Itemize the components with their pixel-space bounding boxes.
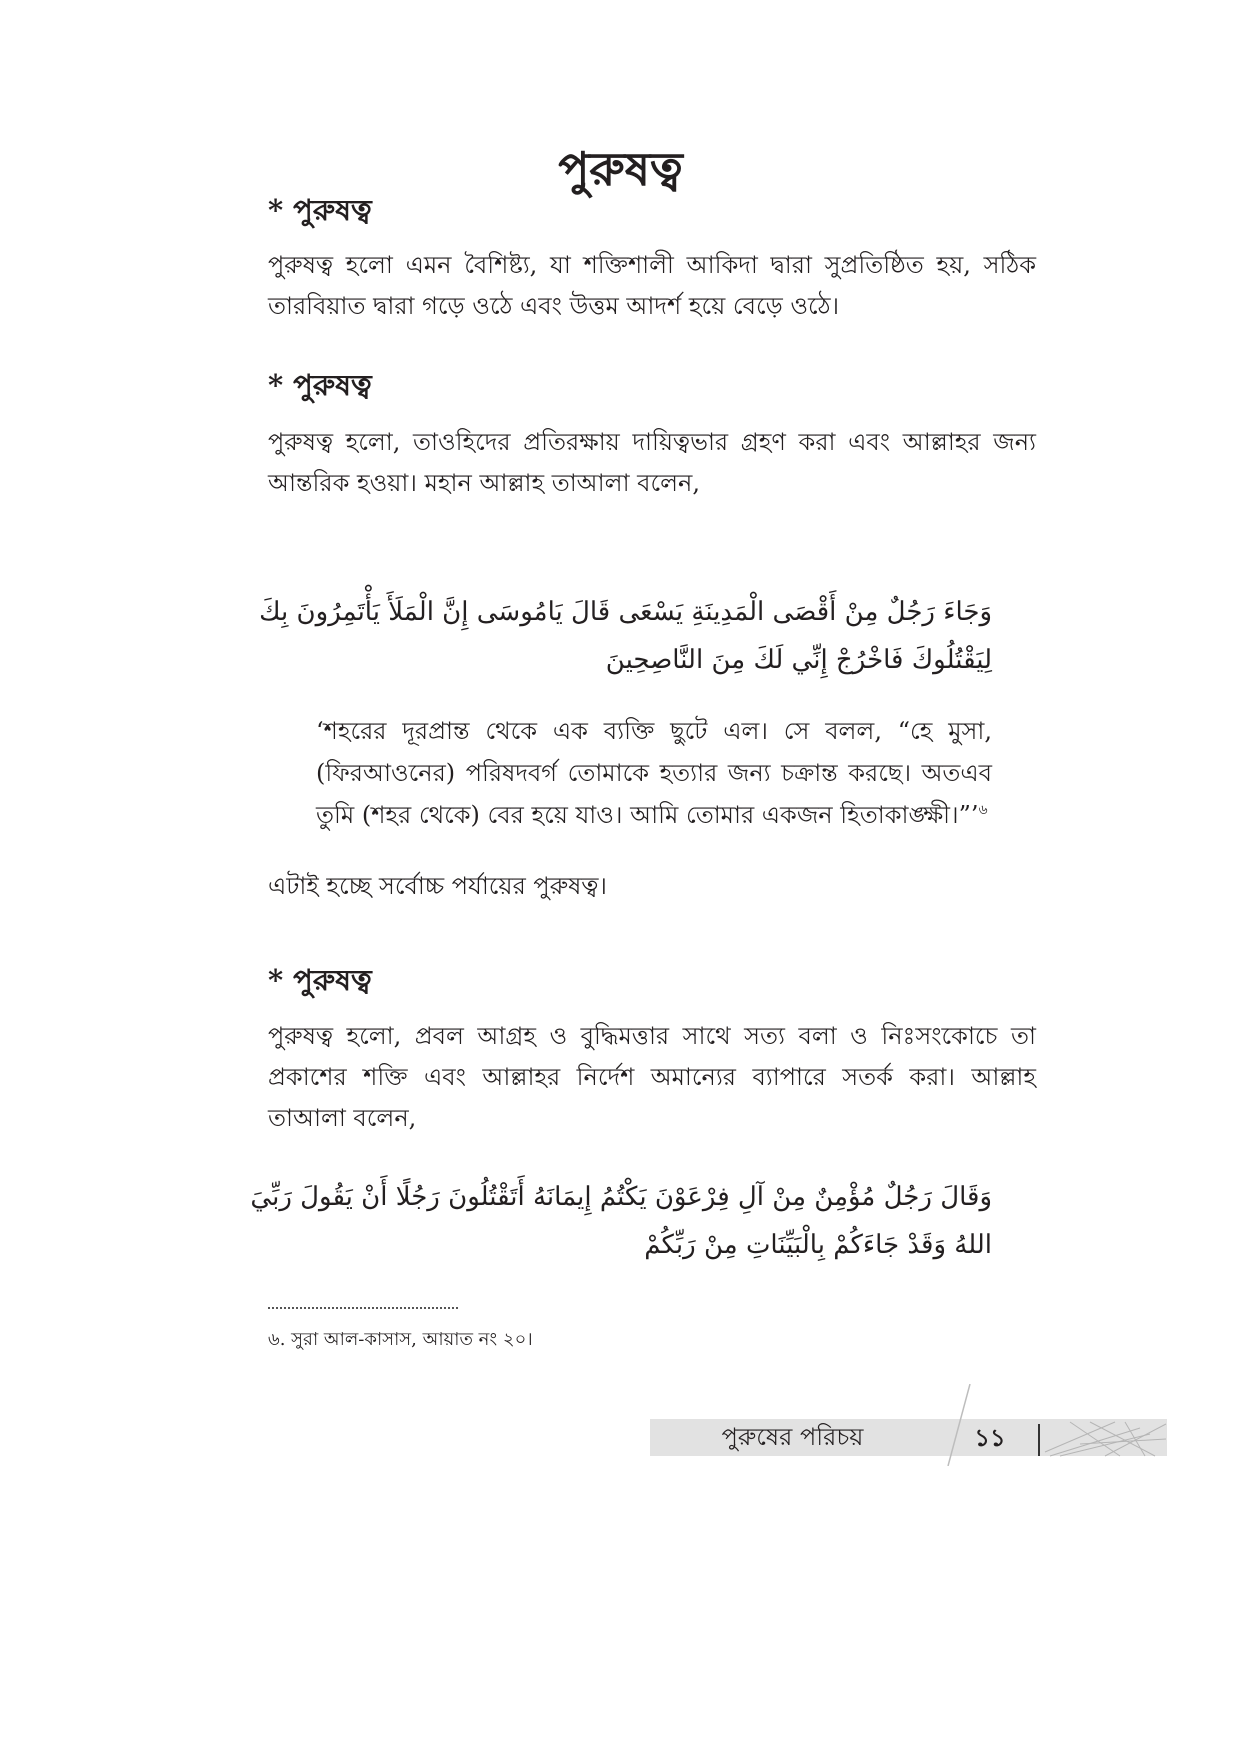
quran-verse (250, 1173, 992, 1269)
section-closing: এটাই হচ্ছে সর্বোচ্চ পর্যায়ের পুরুষত্ব। (268, 872, 607, 900)
section-paragraph: পুরুষত্ব হলো, প্রবল আগ্রহ ও বুদ্ধিমত্তার সাথে সত্য বলা ও নিঃসংকোচে তা প্রকাশের শক্তি এবং আল্লাহর নির্দেশ অমান্যের ব্যাপারে সতর্ক করা। আল্লাহ তাআলা বলেন, (268, 1022, 1036, 1132)
page-title: পুরুষত্ব (558, 141, 683, 196)
heading-bullet: * (268, 368, 284, 402)
section-paragraph: পুরুষত্ব হলো এমন বৈশিষ্ট্য, যা শক্তিশালী আকিদা দ্বারা সুপ্রতিষ্ঠিত হয়, সঠিক তারবিয়াত দ্বারা গড়ে ওঠে এবং উত্তম আদর্শ হয়ে বেড়ে ওঠে। (268, 251, 1036, 320)
section-heading (268, 190, 372, 230)
verse-line: وَقَالَ رَجُلٌ مُؤْمِنٌ مِنْ آلِ فِرْعَوْنَ يَكْتُمُ إِيمَانَهُ أَتَقْتُلُونَ رَجُلًا أَنْ يَقُولَ رَبِّيَ (250, 1182, 992, 1212)
footnote: ৬. সুরা আল-কাসাস, আয়াত নং ২০। (268, 1329, 533, 1350)
footnote-reference: ৬ (978, 802, 988, 818)
verse-line: اللهُ وَقَدْ جَاءَكُمْ بِالْبَيِّنَاتِ مِنْ رَبِّكُمْ (644, 1230, 992, 1260)
section-paragraph: পুরুষত্ব হলো, তাওহিদের প্রতিরক্ষায় দায়িত্বভার গ্রহণ করা এবং আল্লাহর জন্য আন্তরিক হওয়া। মহান আল্লাহ তাআলা বলেন, (268, 428, 1036, 497)
verse-line: لِيَقْتُلُوكَ فَاخْرُجْ إِنِّي لَكَ مِنَ النَّاصِحِينَ (605, 645, 992, 675)
footer-decoration (940, 1384, 1168, 1466)
heading-text: পুরুষত্ব (293, 963, 372, 997)
footer-book-title: পুরুষের পরিচয় (721, 1423, 864, 1451)
heading-text: পুরুষত্ব (293, 193, 372, 227)
section-heading (268, 960, 372, 1000)
page-number: ১১ (974, 1423, 1006, 1452)
translation-text: ‘শহরের দূরপ্রান্ত থেকে এক ব্যক্তি ছুটে এল। সে বলল, “হে মুসা, (ফিরআওনের) পরিষদবর্গ তোমাকে হত্যার জন্য চক্রান্ত করছে। অতএব তুমি (শহর থেকে) বের হয়ে যাও। আমি তোমার একজন হিতাকাঙ্ক্ষী।”’ (316, 717, 992, 829)
verse-translation (316, 710, 992, 836)
heading-text: পুরুষত্ব (293, 368, 372, 402)
heading-bullet: * (268, 193, 284, 227)
footnote-divider (268, 1307, 458, 1309)
section-heading (268, 365, 372, 405)
verse-line: وَجَاءَ رَجُلٌ مِنْ أَقْصَى الْمَدِينَةِ يَسْعَى قَالَ يَامُوسَى إِنَّ الْمَلَأَ يَأْتَمِرُونَ بِكَ (259, 597, 992, 627)
heading-bullet: * (268, 963, 284, 997)
quran-verse (259, 588, 992, 684)
